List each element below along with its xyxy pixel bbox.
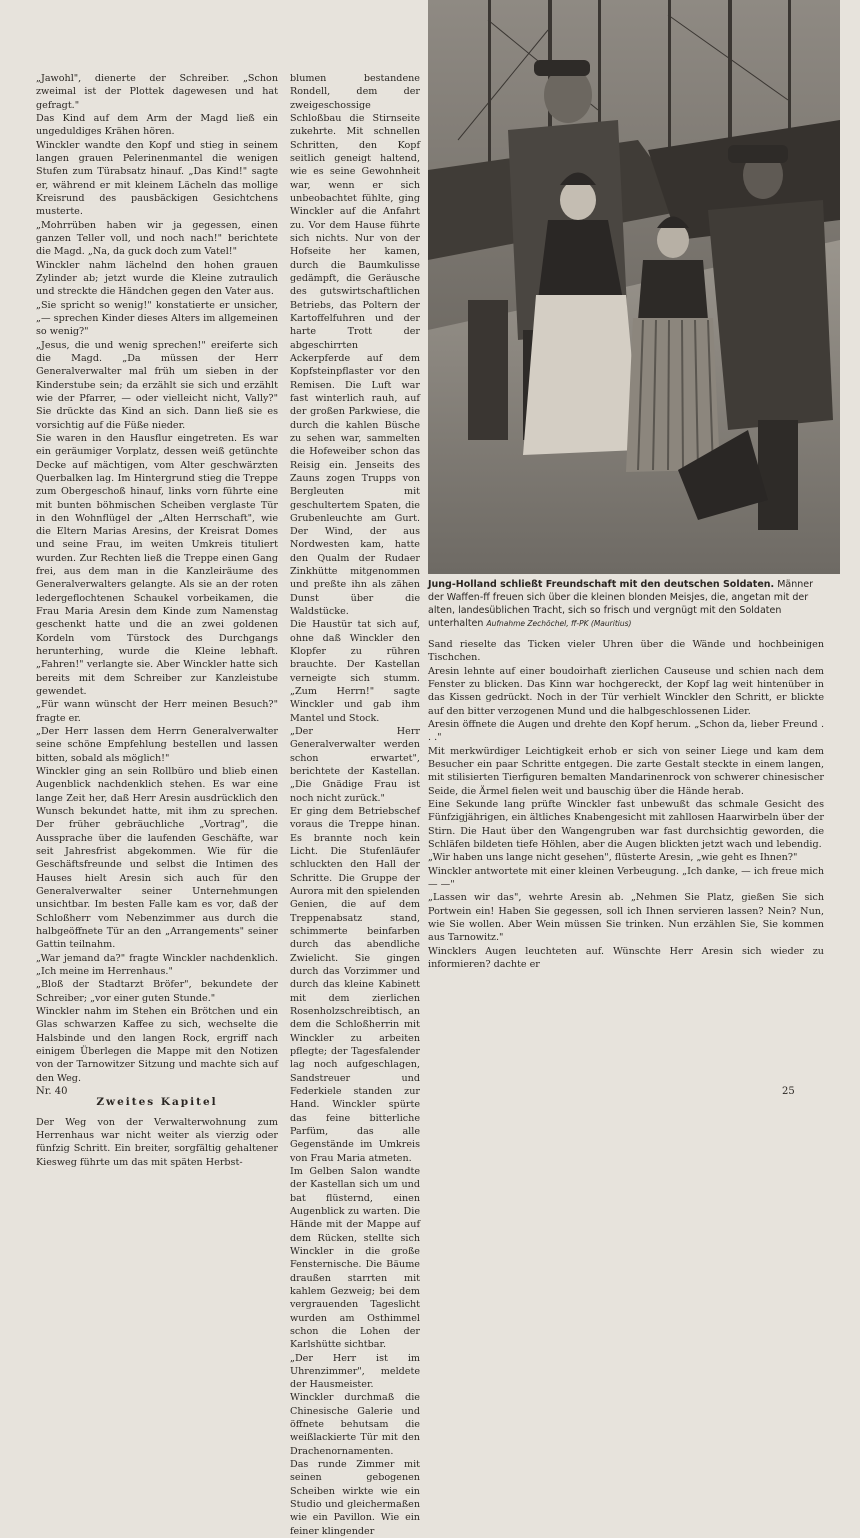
paragraph: Winckler antwortete mit einer kleinen Verbeugung. „Ich danke, — ich freue mich — —": [428, 865, 824, 890]
text-column-right: [428, 638, 824, 971]
paragraph: Er ging dem Betriebschef voraus die Treppe hinan. Es brannte noch kein Licht. Die Stufenläufer schluckten den Hall der Schritte. Die Gruppe der Aurora mit den spielenden Genien, die auf dem Treppenabsatz stand, schimmerte beinfarben durch das abendliche Zwielicht. Sie gingen durch das Vorzimmer und durch das kleine Kabinett mit dem zierlichen Rosenholzschreibtisch, an dem die Schloßherrin mit Winckler zu arbeiten pflegte; der Tagesfalender lag noch aufgeschlagen, Sandstreuer und Federkiele standen zur Hand. Winckler spürte das feine bitterliche Parfüm, das alle Gegenstände im Umkreis von Frau Maria atmeten.: [290, 806, 420, 1164]
paragraph: Aresin lehnte auf einer boudoirhaft zierlichen Causeuse und schien nach dem Fenster zu blicken. Das Kinn war hochgereckt, der Kopf lag weit hintenüber in das Kissen gedrückt. Noch in der Tür verhielt Winckler den Schritt, er blickte auf den bitter verzogenen Mund und die halbgeschlossenen Lider.: [428, 665, 824, 717]
caption-title: Jung-Holland schließt Freundschaft mit den deutschen Soldaten.: [428, 579, 775, 590]
caption-credit: Aufnahme Zechöchel, ff-PK (Mauritius): [486, 619, 632, 629]
paragraph: „Der Herr lassen dem Herrn Generalverwalter seine schöne Empfehlung bestellen und lassen bitten, sobald als möglich!": [36, 726, 278, 764]
paragraph: Winckler nahm lächelnd den hohen grauen Zylinder ab; jetzt wurde die Kleine zutraulich und streckte die Händchen gegen den Vater aus.: [36, 259, 278, 298]
paragraph: Winckler wandte den Kopf und stieg in seinem langen grauen Pelerinenmantel die wenigen Stufen zum Türabsatz hinauf. „Das Kind!" sagte er, während er mit kleinem Lächeln das mollige Kreisrund des pausbäckigen Gesichtchens musterte.: [36, 139, 278, 218]
chapter-heading: Zweites Kapitel: [96, 1095, 218, 1108]
paragraph: Winckler ging an sein Rollbüro und blieb einen Augenblick nachdenklich stehen. Es war eine lange Zeit her, daß Herr Aresin ausdrücklich den Wunsch bekundet hatte, mit ihm zu sprechen. Der früher gebräuchliche „Vortrag", die Aussprache über die laufenden Geschäfte, war seit Jahresfrist abgekommen. Wie für die Geschäftsfreunde und selbst die Intimen des Hauses hielt Aresin sich auch für den Generalverwalter seiner Unternehmungen unsichtbar. Im besten Falle kam es vor, daß der Schloßherr vom Nebenzimmer aus durch die halbgeöffnete Tür an den „Arrangements" seiner Gattin teilnahm.: [36, 766, 278, 951]
paragraph: Winckler durchmaß die Chinesische Galerie und öffnete behutsam die weißlackierte Tür mit den Drachenornamenten.: [290, 1392, 420, 1457]
paragraph: „Lassen wir das", wehrte Aresin ab. „Nehmen Sie Platz, gießen Sie sich Portwein ein! Haben Sie gegessen, soll ich Ihnen servieren lassen? Nein? Nun, wie Sie wollen. Aber Wein müssen Sie trinken. Nun erzählen Sie, Sie kommen aus Tarnowitz.": [428, 892, 824, 944]
page-number: 25: [782, 1086, 795, 1097]
issue-number: Nr. 40: [36, 1086, 68, 1097]
paragraph: „Sie spricht so wenig!" konstatierte er unsicher, „— sprechen Kinder dieses Alters im allgemeinen so wenig?": [36, 299, 278, 338]
paragraph: „Wir haben uns lange nicht gesehen", flüsterte Aresin, „wie geht es Ihnen?": [428, 852, 798, 864]
paragraph: „Jawohl", dienerte der Schreiber. „Schon zweimal ist der Plottek dagewesen und hat gefragt.": [36, 73, 278, 111]
paragraph: „War jemand da?" fragte Winckler nachdenklich. „Ich meine im Herrenhaus.": [36, 952, 278, 977]
paragraph: Im Gelben Salon wandte der Kastellan sich um und bat flüsternd, einen Augenblick zu warten. Die Hände mit der Mappe auf dem Rücken, stellte sich Winckler in die große Fensternische. Die Bäume draußen starrten mit kahlem Gezweig; bei dem vergrauenden Tageslicht wurden am Osthimmel schon die Lohen der Karlshütte sichtbar.: [290, 1165, 420, 1351]
paragraph: „Der Herr ist im Uhrenzimmer", meldete der Hausmeister.: [290, 1352, 420, 1391]
photo-caption: [428, 578, 826, 630]
column-left-paragraphs: [36, 72, 278, 1085]
paragraph: Das Kind auf dem Arm der Magd ließ ein ungeduldiges Krähen hören.: [36, 112, 278, 138]
paragraph: „Mohrrüben haben wir ja gegessen, einen ganzen Teller voll, und noch nach!" berichtete die Magd. „Na, da guck doch zum Vatel!": [36, 219, 278, 258]
paragraph: Der Weg von der Verwalterwohnung zum Herrenhaus war nicht weiter als vierzig oder fünfzig Schritt. Ein breiter, sorgfältig gehaltener Kiesweg führte um das mit späten Herbst-: [36, 1116, 278, 1168]
paragraph: Wincklers Augen leuchteten auf. Wünschte Herr Aresin sich wieder zu informieren? dachte er: [428, 945, 824, 970]
paragraph: Winckler nahm im Stehen ein Brötchen und ein Glas schwarzen Kaffee zu sich, wechselte die Halsbinde und den langen Rock, ergriff nach einigem Überlegen die Mappe mit den Notizen von der Tarnowitzer Sitzung und machte sich auf den Weg.: [36, 1005, 278, 1084]
paragraph: Mit merkwürdiger Leichtigkeit erhob er sich von seiner Liege und kam dem Besucher ein paar Schritte entgegen. Die zarte Gestalt steckte in einem langen, mit stilisierten Tierfiguren bemalten Mandarinenrock von schwerer chinesischer Seide, die Ärmel fielen weit und bauschig über die Hände herab.: [428, 745, 824, 797]
paragraph: „Jesus, die und wenig sprechen!" ereiferte sich die Magd. „Da müssen der Herr Generalverwalter mal früh um sieben in der Kinderstube sein; da erzählt sie sich und erzählt wie der Pfarrer, — oder vielleicht nicht, Vally?" Sie drückte das Kind an sich. Dann ließ sie es vorsichtig auf die Füße nieder.: [36, 339, 278, 431]
paragraph: Sand rieselte das Ticken vieler Uhren über die Wände und hochbeinigen Tischchen.: [428, 639, 824, 664]
paragraph: „Der Herr Generalverwalter werden schon erwartet", berichtete der Kastellan. „Die Gnädige Frau ist noch nicht zurück.": [290, 726, 420, 804]
paragraph: Sie waren in den Hausflur eingetreten. Es war ein geräumiger Vorplatz, dessen weiß getünchte Decke auf mächtigen, vom Alter geschwärzten Querbalken lag. Im Hintergrund stieg die Treppe zum Obergeschoß hinauf, links vorn führte eine mit bunten böhmischen Scheiben verglaste Tür in den Wohnflügel der „Alten Herrschaft", wie die Eltern Marias Aresins, der Kreisrat Domes und seine Frau, im weiten Umkreis tituliert wurden. Zur Rechten ließ die Treppe einen Gang frei, aus dem man in die Kanzleiräume des Generalverwalters gelangte. Als sie an der roten ledergeflochtenen Schaukel vorbeikamen, die Frau Maria Aresin dem Kinde zum Namenstag geschenkt hatte und die an zwei goldenen Kordeln vom Türstock des Durchgangs herunterhing, wurde die Kleine lebhaft. „Fahren!" verlangte sie. Aber Winckler hatte sich bereits mit dem Schreiber zur Kanzleistube gewendet.: [36, 432, 278, 698]
text-column-left: [36, 72, 278, 1169]
caption-text: Männer der Waffen-ff freuen sich über die kleinen blonden Meisjes, die, angetan mit der alten, landesüblichen Tracht, sich so frisch und vergnügt mit den Soldaten unterhalten: [428, 579, 814, 630]
paragraph: „Für wann wünscht der Herr meinen Besuch?" fragte er.: [36, 699, 278, 724]
paragraph: Aresin öffnete die Augen und drehte den Kopf herum. „Schon da, lieber Freund . . .": [428, 718, 824, 744]
photo-illustration: [428, 0, 840, 574]
text-column-middle: [290, 72, 420, 1538]
paragraph: Die Haustür tat sich auf, ohne daß Winckler den Klopfer zu rühren brauchte. Der Kastellan verneigte sich stumm. „Zum Herrn!" sagte Winckler und gab ihm Mantel und Stock.: [290, 619, 420, 724]
paragraph: Das runde Zimmer mit seinen gebogenen Scheiben wirkte wie ein Studio und gleichermaßen wie ein Pavillon. Wie ein feiner klingender: [290, 1459, 420, 1537]
paragraph: Eine Sekunde lang prüfte Winckler fast unbewußt das schmale Gesicht des Fünfzigjährigen, ein ältliches Knabengesicht mit zahllosen Haarwirbeln über der Stirn. Die Haut über den Wangengruben war fast durchsichtig geworden, die Schläfen bildeten tiefe Höhlen, aber die Augen blickten jetzt wach und lebendig.: [428, 798, 824, 850]
paragraph: blumen bestandene Rondell, dem der zweigeschossige Schloßbau die Stirnseite zukehrte. Mit schnellen Schritten, den Kopf seitlich geneigt haltend, wie es seine Gewohnheit war, wenn er sich unbeobachtet fühlte, ging Winckler auf die Anfahrt zu. Vor dem Hause führte sich nichts. Nur von der Hofseite her kamen, durch die Baumkulisse gedämpft, die Geräusche des gutswirtschaftlichen Betriebs, das Poltern der Kartoffelfuhren und der harte Trott der abgeschirrten Ackerpferde auf dem Kopfsteinpflaster vor den Remisen. Die Luft war fast winterlich rauh, auf der großen Parkwiese, die durch die kahlen Büsche zu sehen war, sammelten die Hofeweiber schon das Reisig ein. Jenseits des Zauns zogen Trupps von Bergleuten mit geschultertem Spaten, die Grubenleuchte am Gurt. Der Wind, der aus Nordwesten kam, hatte den Qualm der Rudaer Zinkhütte mitgenommen und preßte ihn als zähen Dunst über die Waldstücke.: [290, 73, 420, 618]
photograph-soldiers-children: [428, 0, 840, 574]
paragraph: „Bloß der Stadtarzt Bröfer", bekundete der Schreiber; „vor einer guten Stunde.": [36, 979, 278, 1004]
